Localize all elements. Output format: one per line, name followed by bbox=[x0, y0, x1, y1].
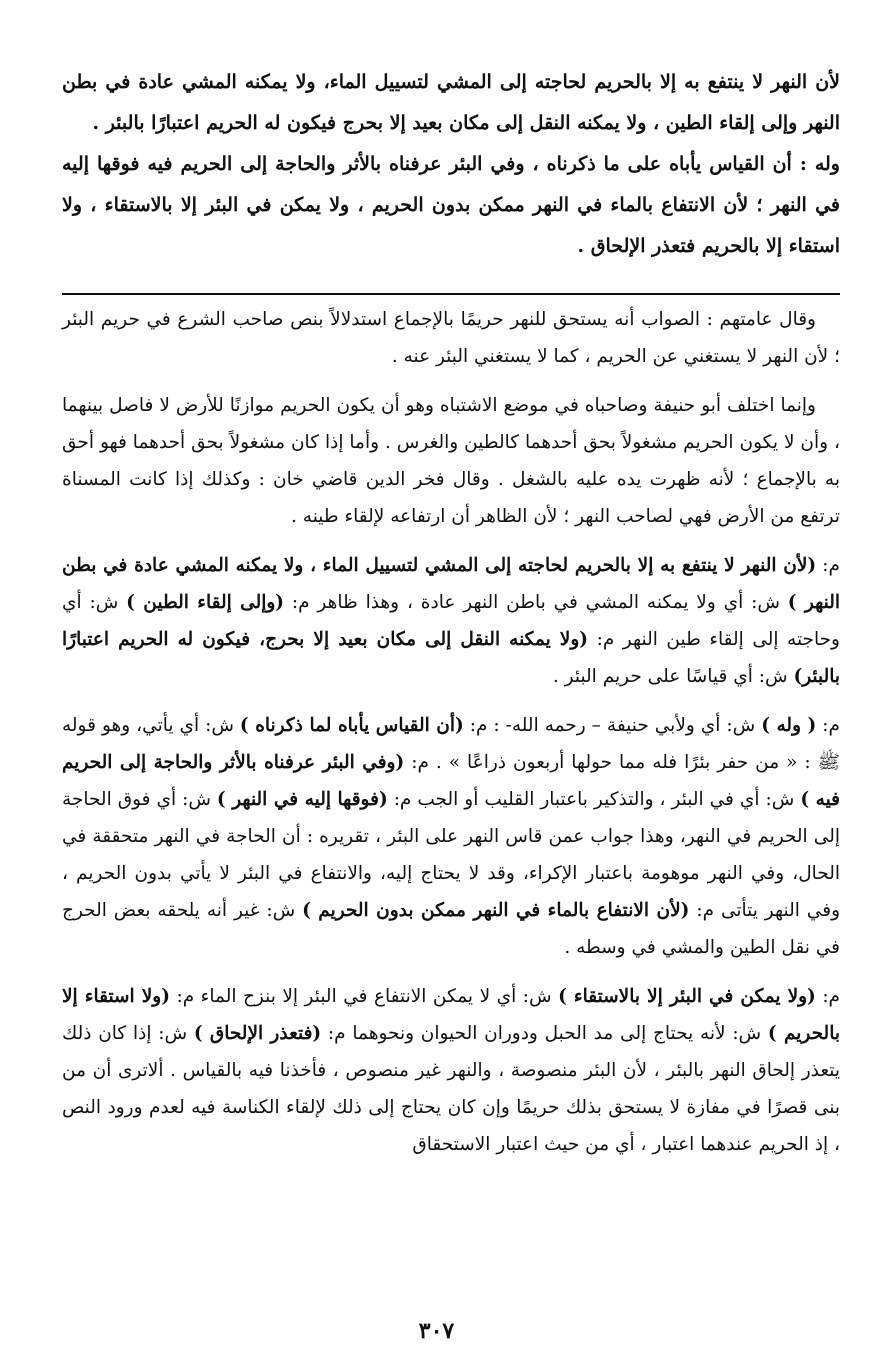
sharh-quote: (لأن النهر لا ينتفع به إلا بالحريم لحاجته إلى المشي لتسييل الماء ، ولا يمكنه المشي عادة في بطن النهر ) bbox=[62, 555, 840, 613]
sharh-commentary: ش: أي قياسًا على حريم البئر . bbox=[552, 666, 794, 687]
sharh-commentary: ش: غير أنه يلحقه بعض الحرج في نقل الطين والمشي في وسطه . bbox=[62, 900, 840, 958]
matn-paragraph: وله : أن القياس يأباه على ما ذكرناه ، وفي البئر عرفناه بالأثر والحاجة إلى الحريم فيه فوقها إليه في النهر ؛ لأن الانتفاع بالماء في النهر ممكن بدون الحريم ، ولا يمكن في البئر إلا بالاستقاء ، ولا استقاء إلا بالحريم فتعذر الإلحاق . bbox=[62, 153, 840, 257]
sharh-commentary: ش: أي ولا يمكنه المشي في باطن النهر عادة ، وهذا ظاهر م: bbox=[284, 592, 788, 613]
matn-paragraph: لأن النهر لا ينتفع به إلا بالحريم لحاجته إلى المشي لتسييل الماء، ولا يمكنه المشي عادة في بطن النهر وإلى إلقاء الطين ، ولا يمكنه النقل إلى مكان بعيد إلا بحرج فيكون له الحريم اعتبارًا بالبئر . bbox=[62, 71, 840, 134]
matn-text-block bbox=[62, 62, 840, 267]
sharh-quote: (ولا يمكنه النقل إلى مكان بعيد إلا بحرج، فيكون له الحريم اعتبارًا بالبئر) bbox=[62, 629, 840, 687]
sharh-quote: (أن القياس يأباه لما ذكرناه ) bbox=[239, 715, 464, 736]
sharh-quote: (فتعذر الإلحاق ) bbox=[193, 1023, 322, 1044]
sharh-quote: (لأن الانتفاع بالماء في النهر ممكن بدون الحريم ) bbox=[302, 900, 690, 921]
sharh-commentary: ش: أي يأتي، وهو قوله ﷺ : « من حفر بئرًا فله مما حولها أربعون ذراعًا » . م: bbox=[62, 715, 840, 773]
sharh-text-block bbox=[62, 301, 840, 1163]
sharh-quote: (ولا استقاء إلا بالحريم ) bbox=[62, 986, 840, 1044]
sharh-quote: (وإلى إلقاء الطين ) bbox=[126, 592, 285, 613]
page-number: ٣٠٧ bbox=[418, 1318, 455, 1344]
sharh-commentary: ش: أي وحاجته إلى إلقاء طين النهر م: bbox=[62, 592, 840, 650]
sharh-commentary: ش: لأنه يحتاج إلى مد الحبل ودوران الحيوان ونحوهما م: bbox=[321, 1023, 768, 1044]
sharh-marker: م: bbox=[816, 555, 840, 576]
sharh-commentary: ش: أي لا يمكن الانتفاع في البئر إلا بنزح الماء م: bbox=[169, 986, 559, 1007]
sharh-quote: (وفي البئر عرفناه بالأثر والحاجة إلى الحريم فيه ) bbox=[62, 752, 841, 810]
sharh-paragraph: وقال عامتهم : الصواب أنه يستحق للنهر حريمًا بالإجماع استدلالاً بنص صاحب الشرع في حريم البئر ؛ لأن النهر لا يستغني عن الحريم ، كما لا يستغني البئر عنه . bbox=[62, 309, 840, 367]
sharh-paragraph bbox=[62, 707, 840, 966]
sharh-paragraph bbox=[62, 547, 840, 695]
sharh-quote: (فوقها إليه في النهر ) bbox=[216, 789, 388, 810]
sharh-commentary: ش: أي في البئر ، والتذكير باعتبار القليب أو الجب م: bbox=[387, 789, 801, 810]
sharh-paragraph bbox=[62, 978, 840, 1163]
sharh-quote: (ولا يمكن في البئر إلا بالاستقاء ) bbox=[558, 986, 816, 1007]
sharh-paragraph: وإنما اختلف أبو حنيفة وصاحباه في موضع الاشتباه وهو أن يكون الحريم موازنًا للأرض لا فاصل بينهما ، وأن لا يكون الحريم مشغولاً بحق أحدهما كالطين والغرس . وأما إذا كان مشغولاً بحق أحدهما فهو أحق به بالإجماع ؛ لأنه ظهرت يده عليه بالشغل . وقال فخر الدين قاضي خان : وكذلك إذا كانت المسناة ترتفع من الأرض فهي لصاحب النهر ؛ لأن الظاهر أن ارتفاعه لإلقاء طينه . bbox=[62, 395, 840, 527]
sharh-commentary: ش: إذا كان ذلك يتعذر إلحاق النهر بالبئر ، لأن البئر منصوصة ، والنهر غير منصوص ، فأخذنا فيه بالقياس . ألاترى أن من بنى قصرًا في مفازة لا يستحق بذلك حريمًا وإن كان يحتاج إلى ذلك لإلقاء الكناسة فيه لعدم ورود النص ، إذ الحريم عندهما اعتبار ، أي من حيث اعتبار الاستحقاق bbox=[62, 1023, 840, 1155]
sharh-commentary: ش: أي فوق الحاجة إلى الحريم في النهر، وهذا جواب عمن قاس النهر على البئر ، تقريره : أن الحاجة في النهر متحققة في الحال، وفي النهر موهومة باعتبار الإكراء، وقد لا يحتاج إليه، والانتفاع في البئر لا يأتي بدون الحريم ، وفي النهر يتأتى م: bbox=[62, 789, 841, 921]
sharh-marker: م: bbox=[816, 715, 840, 736]
sharh-marker: م: bbox=[815, 986, 841, 1007]
book-page bbox=[62, 62, 840, 1163]
sharh-quote: ( وله ) bbox=[761, 715, 817, 736]
sharh-commentary: ش: أي ولأبي حنيفة – رحمه الله- : م: bbox=[463, 715, 762, 736]
